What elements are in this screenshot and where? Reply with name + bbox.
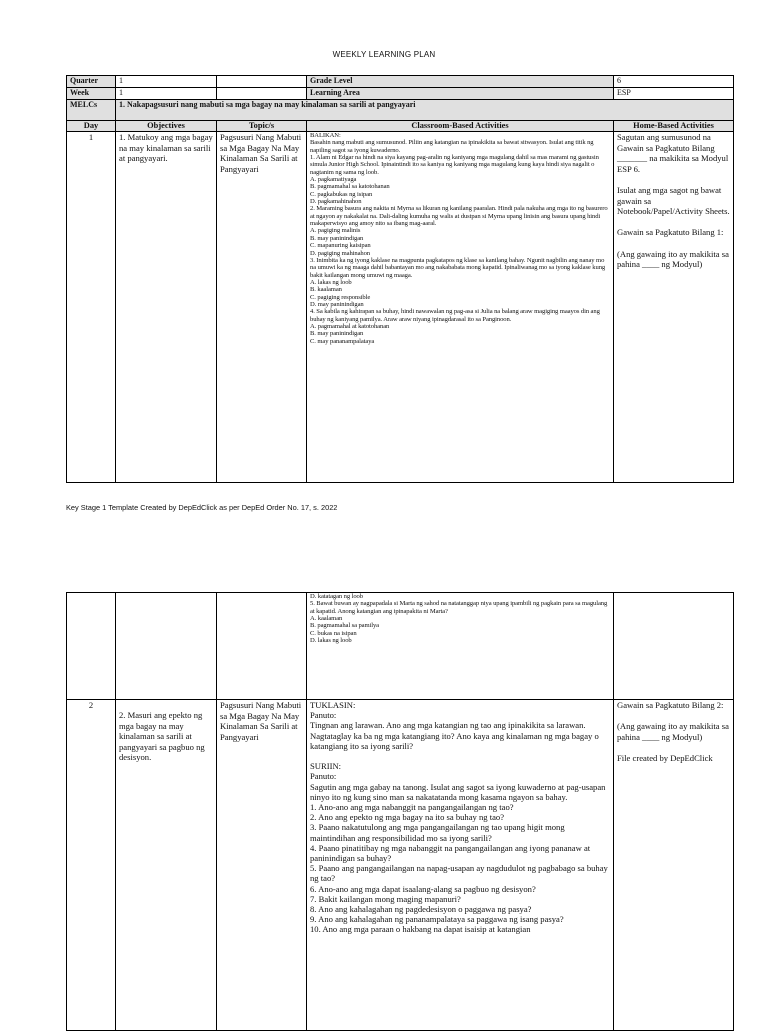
text-line: Sagutin ang mga gabay na tanong. Isulat ang sagot sa iyong kuwaderno at pag-usapan ninyo ito ng kung sino man sa nakatatanda mong kasama ngayon sa bahay. — [310, 781, 606, 802]
area-value: ESP — [614, 88, 734, 100]
text-line: TUKLASIN: — [310, 700, 356, 710]
objective-text: 2. Masuri ang epekto ng mga bagay na may kinalaman sa sarili at pangyayari sa pagbuo ng desisyon. — [119, 710, 205, 763]
text-line: D. pagiging mahinahon — [310, 249, 370, 257]
table-row-continued — [67, 593, 734, 700]
topic-cell: Pagsusuri Nang Mabuti sa Mga Bagay Na May Kinalaman Sa Sarili at Pangyayari — [217, 132, 307, 483]
text-line: Basahin nang mabuti ang sumusunod. Piliin ang katangian na ipinakikita sa bawat sitwasyon. Isulat ang titik ng napiling sagot sa iyong kuwaderno. — [310, 139, 594, 154]
text-line: 4. Paano pinatitibay ng mga nabanggit na pangangailangan ang iyong pananaw at paninindigan sa buhay? — [310, 842, 591, 864]
text-line: 1. Ano-ano ang mga nabanggit na pangangailangan ng tao? — [310, 802, 514, 813]
text-line: A. pagiging malinis — [310, 227, 361, 235]
classroom-activities-cell — [307, 700, 614, 1031]
header-row-melcs — [67, 100, 734, 121]
week-label: Week — [67, 88, 116, 100]
text-line: Panuto: — [310, 710, 337, 721]
text-line: Tingnan ang larawan. Ano ang mga katangian ng tao ang ipinakikita sa larawan. Nagtataglay ka ba ng mga katangiang ito? Ano kaya ang kinalaman ng mga bagay o katangiang ito sa iyong sarili? — [310, 720, 599, 751]
grade-label: Grade Level — [307, 76, 614, 88]
document-title: WEEKLY LEARNING PLAN — [332, 50, 436, 59]
text-line: 3. Inimbita ka ng iyong kaklase na magpunta pagkatapos ng klase sa kanilang bahay. Ngunit nagbilin ang nanay mo na umuwi ka ng maaga dahil babantayan mo ang nakababata mong kapatid. Ipinaliwanag mo sa iyong kaklase kung bakit kailangan mong umuwi ng maaga. — [310, 256, 606, 279]
text-line: C. pagiging responsible — [310, 293, 371, 301]
table-row-day-2 — [67, 700, 734, 1031]
text-line: A. pagkamatiyaga — [310, 176, 357, 184]
text-line: B. kaalaman — [310, 286, 342, 294]
text-line: A. pagmamahal at katotohanan — [310, 322, 390, 330]
text-line: C. mapanuring kaisipan — [310, 242, 371, 250]
text-line: 3. Paano nakatutulong ang mga pangangailangan ng tao upang higit mong maintindihan ang responsibilidad mo sa iyong sarili? — [310, 822, 565, 843]
text-line: Gawain sa Pagkatuto Bilang 2: — [617, 700, 724, 710]
home-activities-cell — [614, 700, 734, 1031]
text-line: B. pagmamahal sa katotohanan — [310, 183, 390, 191]
text-line: D. lakas ng loob — [310, 637, 352, 645]
continued-lines — [310, 593, 610, 644]
day-cell: 1 — [67, 132, 116, 483]
topic-cell: Pagsusuri Nang Mabuti sa Mga Bagay Na May Kinalaman Sa Sarili at Pangyayari — [217, 700, 307, 1031]
classroom-continued-cell — [307, 593, 614, 700]
text-line: B. pagmamahal sa pamilya — [310, 622, 380, 630]
text-line — [617, 711, 730, 722]
grade-value: 6 — [614, 76, 734, 88]
text-line: 4. Sa kabila ng kahirapan sa buhay, hindi nawawalan ng pag-asa si Julia na balang araw magiging maayos din ang buhay ng kaniyang pamilya. Araw araw niyang ipinagdarasal ito sa Panginoon. — [310, 308, 600, 323]
text-line: BALIKAN: — [310, 132, 341, 139]
text-line — [617, 742, 730, 753]
text-line — [617, 238, 730, 249]
text-line: 5. Bawat buwan ay nagpapadala si Marta ng sahod na natatanggap niya upang ipambili ng pagkain para sa magulang at kapatid. Anong katangian ang ipinapakita ni Marta? — [310, 600, 608, 615]
header-row-quarter — [67, 76, 734, 88]
header-row-week — [67, 88, 734, 100]
text-line: (Ang gawaing ito ay makikita sa pahina ____ ng Modyul) — [617, 248, 729, 270]
page-footer: Key Stage 1 Template Created by DepEdClick as per DepEd Order No. 17, s. 2022 — [66, 503, 338, 512]
text-line: SURIIN: — [310, 761, 342, 772]
column-header-row — [67, 121, 734, 132]
text-line: 2. Ano ang epekto ng mga bagay na ito sa buhay ng tao? — [310, 812, 505, 823]
text-line: Sagutan ang sumusunod na Gawain sa Pagkatuto Bilang _______ na makikita sa Modyul ESP 6. — [617, 132, 729, 174]
col-classroom: Classroom-Based Activities — [307, 121, 614, 132]
col-day: Day — [67, 121, 116, 132]
text-line: D. may paninindigan — [310, 300, 364, 308]
melcs-label: MELCs — [67, 100, 116, 121]
week-value: 1 — [116, 88, 217, 100]
text-line: C. pagkabukas ng isipan — [310, 190, 373, 198]
objective-cell: 1. Matukoy ang mga bagay na may kinalaman sa sarili at pangyayari. — [116, 132, 217, 483]
text-line: 10. Ano ang mga paraan o hakbang na dapat isaisip at katangian — [310, 924, 531, 935]
text-line — [617, 217, 730, 228]
col-topics: Topic/s — [217, 121, 307, 132]
table-row-day-1 — [67, 132, 734, 483]
classroom-lines — [310, 700, 610, 935]
lesson-plan-table-page-2 — [66, 592, 734, 1031]
text-line: C. bukas na isipan — [310, 629, 357, 637]
text-line: 6. Ano-ano ang mga dapat isaalang-alang sa pagbuo ng desisyon? — [310, 883, 536, 894]
text-line: 5. Paano ang pangangailangan na napag-usapan ay nagdudulot ng pagbabago sa buhay ng tao? — [310, 863, 608, 884]
text-line: Gawain sa Pagkatuto Bilang 1: — [617, 227, 724, 238]
text-line: (Ang gawaing ito ay makikita sa pahina ____ ng Modyul) — [617, 721, 729, 742]
text-line — [310, 751, 610, 761]
quarter-value: 1 — [116, 76, 217, 88]
home-lines — [617, 700, 730, 764]
text-line: 9. Ano ang kahalagahan ng pananampalataya sa paggawa ng isang pasya? — [310, 914, 564, 925]
objective-cell — [116, 700, 217, 1031]
text-line: Isulat ang mga sagot ng bawat gawain sa Notebook/Papel/Activity Sheets. — [617, 184, 730, 217]
text-line: Panuto: — [310, 771, 337, 782]
home-activities-cell — [614, 132, 734, 483]
text-line: A. kaalaman — [310, 615, 343, 623]
text-line: A. lakas ng loob — [310, 278, 352, 286]
text-line: 1. Alam ni Edgar na hindi na siya kayang pag-aralin ng kaniyang mga magulang dahil sa mas marami ng gastusin simula Junior High School. Ipinaintindi ito sa kaniya ng kaniyang mga magulang kung kaya hindi siya nagalit o nagtanim ng sama ng loob. — [310, 154, 599, 176]
melcs-value: 1. Nakapagsusuri nang mabuti sa mga bagay na may kinalaman sa sarili at pangyayari — [116, 100, 734, 121]
col-objectives: Objectives — [116, 121, 217, 132]
classroom-lines — [310, 132, 610, 345]
classroom-activities-cell — [307, 132, 614, 483]
area-label: Learning Area — [307, 88, 614, 100]
text-line: D. katatagan ng loob — [310, 593, 363, 600]
text-line: C. may pananampalataya — [310, 337, 375, 345]
text-line: D. pagkamahinahon — [310, 198, 362, 206]
lesson-plan-table — [66, 75, 734, 483]
day-cell: 2 — [67, 700, 116, 1031]
text-line — [617, 174, 730, 185]
text-line: 8. Ano ang kahalagahan ng pagdedesisyon o paggawa ng pasya? — [310, 904, 532, 915]
text-line: 7. Bakit kailangan mong maging mapanuri? — [310, 893, 461, 904]
text-line: File created by DepEdClick — [617, 752, 713, 763]
col-home: Home-Based Activities — [614, 121, 734, 132]
text-line: B. may paninindigan — [310, 330, 364, 338]
home-lines — [617, 132, 730, 270]
text-line: 2. Maraming basura ang nakita ni Myrna sa likuran ng kanilang paaralan. Hindi pala nakuha ang mga ito ng basurero at ngayon ay nakakalat na. Dali-daling kumuha ng walis at dustpan si Myrna upang linisin ang basura upang hindi makaperwisyo ang amoy nito sa ibang mag-aaral. — [310, 205, 608, 228]
text-line: B. may paninindigan — [310, 234, 364, 242]
quarter-label: Quarter — [67, 76, 116, 88]
